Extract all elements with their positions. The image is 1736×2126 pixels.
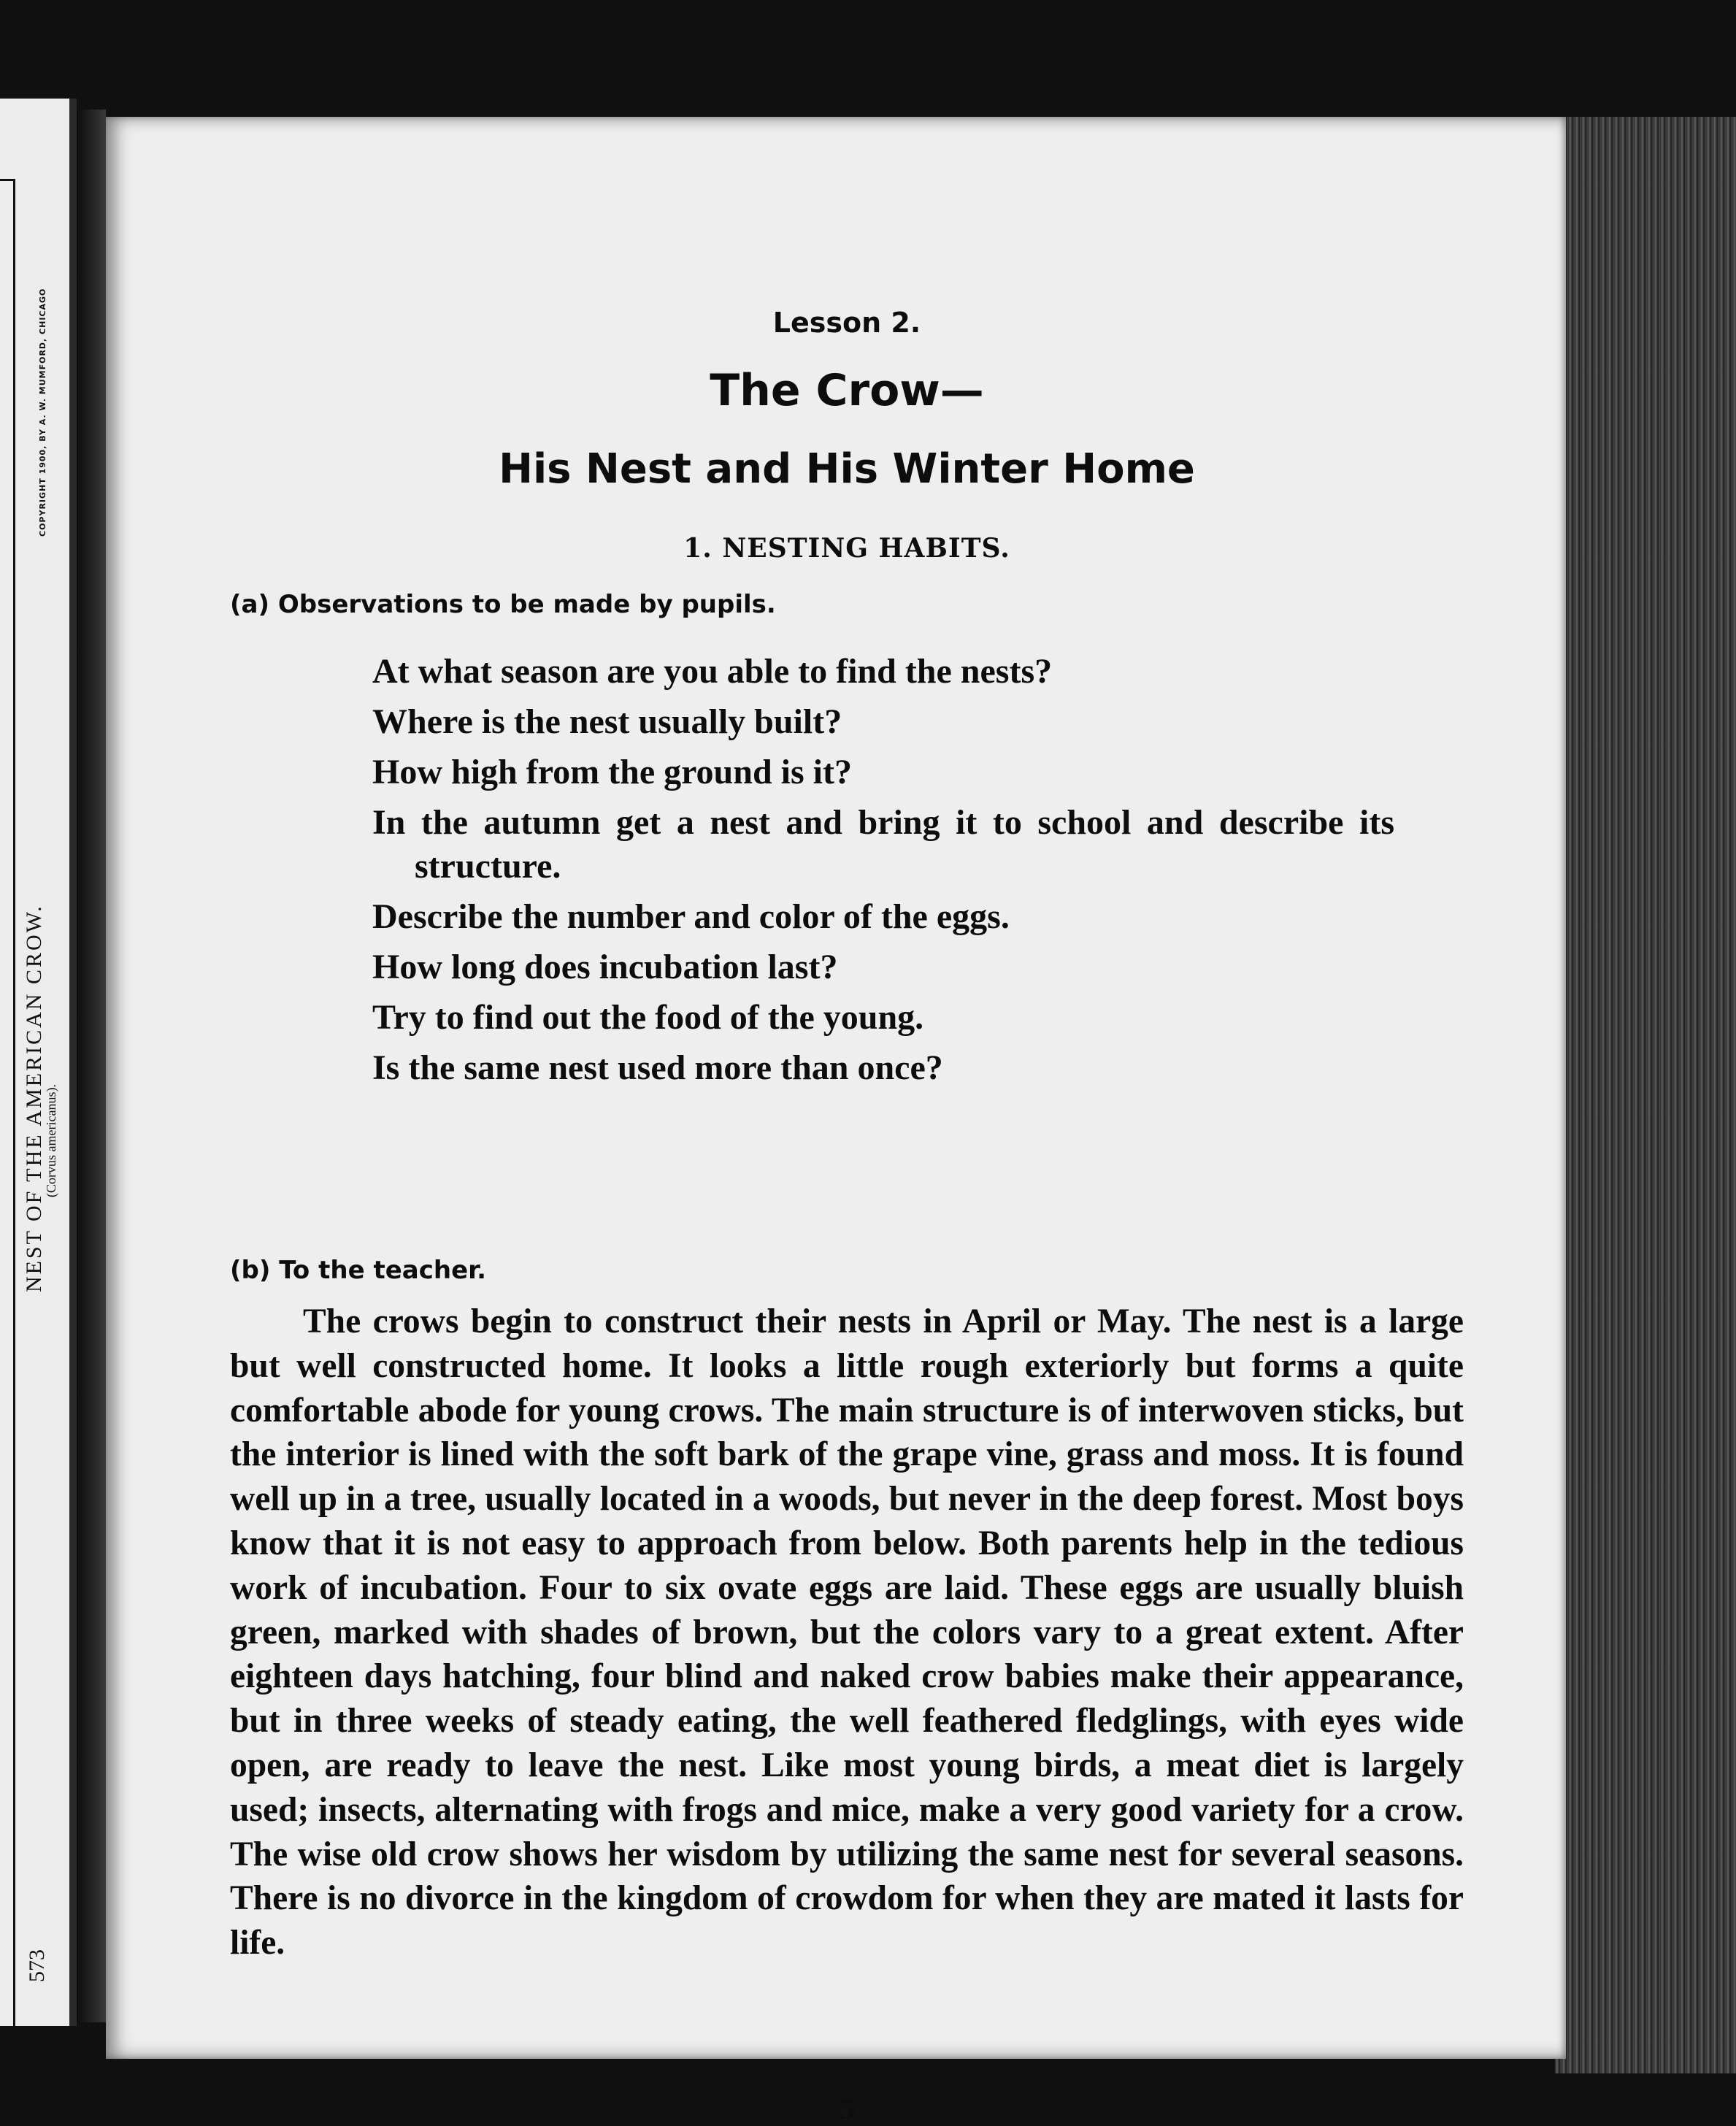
- plate-subtitle: (Corvus americanus).: [44, 1084, 58, 1197]
- subsection-b-heading: (b) To the teacher.: [230, 1256, 486, 1285]
- lesson-heading: Lesson 2.: [772, 307, 921, 339]
- page-title: The Crow—: [710, 365, 984, 416]
- question-item: Try to find out the food of the young.: [372, 998, 924, 1037]
- question-item: Is the same nest used more than once?: [372, 1048, 943, 1087]
- plate-copyright: COPYRIGHT 1900, BY A. W. MUMFORD, CHICAGO: [38, 288, 47, 537]
- question-item: Where is the nest usually built?: [372, 702, 842, 741]
- plate-title: NEST OF THE AMERICAN CROW.: [22, 904, 46, 1292]
- question-item: How long does incubation last?: [372, 948, 838, 986]
- teacher-paragraph: The crows begin to construct their nests in April or May. The nest is a large but well constructed home. It looks a little rough exteriorly but forms a quite comfortable abode for young crows. The main structure is of interwoven sticks, but the interior is lined with the soft bark of the grape vine, grass and moss. It is found well up in a tree, usually located in a woods, but never in the deep forest. Most boys know that it is not easy to approach from below. Both parents help in the tedious work of incubation. Four to six ovate eggs are laid. These eggs are usually bluish green, marked with shades of brown, but the colors vary to a great extent. After eighteen days hatching, four blind and naked crow babies make their appearance, but in three weeks of steady eating, the well feathered fledglings, with eyes wide open, are ready to leave the nest. Like most young birds, a meat diet is largely used; insects, alternating with frogs and mice, make a very good variety for a crow. The wise old crow shows her wisdom by utilizing the same nest for several seasons. There is no divorce in the kingdom of crowdom for when they are mated it lasts for life.: [230, 1302, 1464, 1962]
- question-item: How high from the ground is it?: [372, 753, 852, 791]
- page-subtitle: His Nest and His Winter Home: [499, 445, 1195, 493]
- section-heading: 1. NESTING HABITS.: [683, 533, 1010, 564]
- question-item: In the autumn get a nest and bring it to school and describe its structure.: [372, 803, 1394, 886]
- page-edges: [1555, 117, 1736, 2073]
- subsection-a-heading: (a) Observations to be made by pupils.: [230, 590, 776, 619]
- question-item: Describe the number and color of the eggs.: [372, 897, 1010, 936]
- plate-number: 573: [25, 1949, 49, 1982]
- page-number: 5: [840, 2092, 854, 2125]
- question-list: [372, 650, 1394, 1097]
- question-item: At what season are you able to find the nests?: [372, 652, 1053, 691]
- book-gutter: [77, 110, 106, 2022]
- plate-border: [0, 179, 15, 2052]
- book-page: [106, 117, 1566, 2125]
